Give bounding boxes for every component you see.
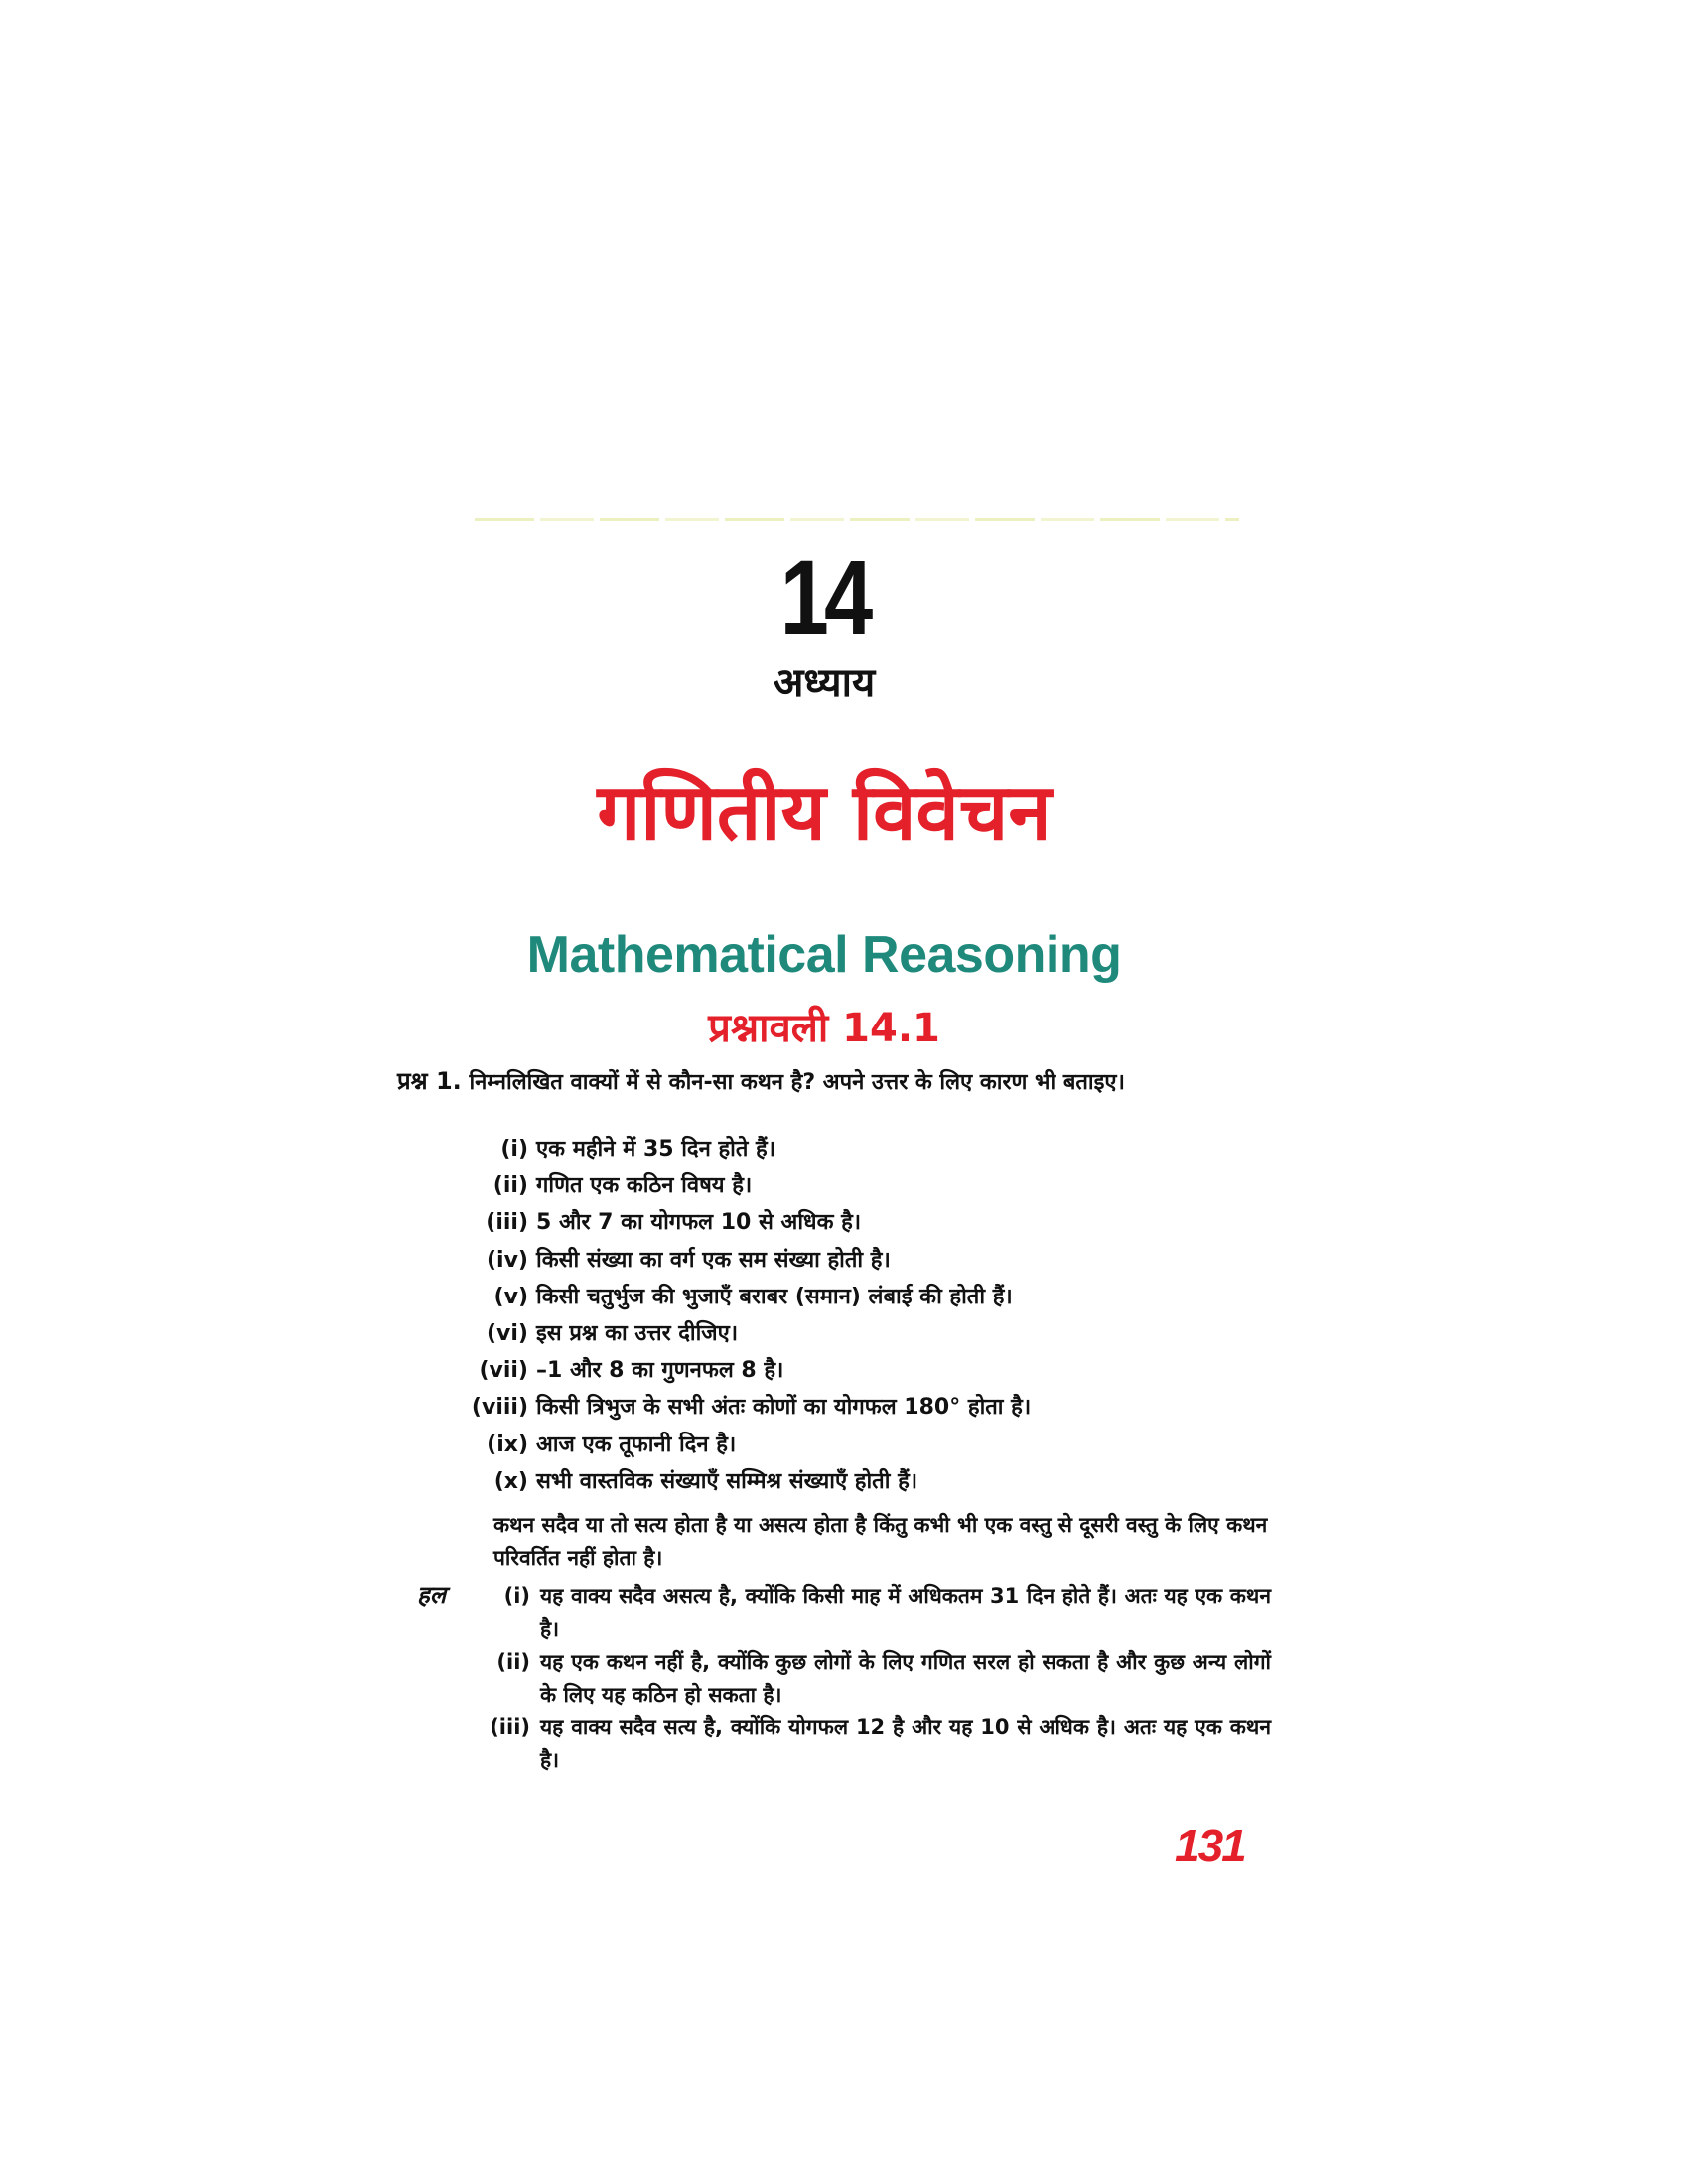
item-number: (viii) <box>471 1395 528 1421</box>
item-text: गणित एक कठिन विषय है। <box>536 1173 753 1199</box>
list-item <box>467 1279 1261 1315</box>
list-item <box>467 1389 1261 1426</box>
list-item <box>467 1204 1261 1241</box>
list-item <box>487 1580 1271 1646</box>
solution-label: हल <box>417 1581 447 1609</box>
solution-text: यह वाक्य सदैव असत्य है, क्योंकि किसी माह में अधिकतम 31 दिन होते हैं। अतः यह एक कथन है। <box>540 1584 1271 1641</box>
list-item <box>467 1242 1261 1279</box>
list-item <box>467 1427 1261 1463</box>
question-heading <box>397 1066 1291 1098</box>
solution-number: (iii) <box>490 1715 530 1739</box>
list-item <box>467 1463 1261 1500</box>
chapter-title-english: Mathematical Reasoning <box>526 926 1122 984</box>
exercise-title: प्रश्नावली 14.1 <box>708 1006 940 1051</box>
item-number: (vi) <box>487 1320 528 1346</box>
solution-number: (i) <box>503 1584 530 1608</box>
chapter-title-hindi: गणितीय विवेचन <box>597 768 1052 858</box>
item-text: किसी संख्या का वर्ग एक सम संख्या होती है। <box>536 1247 891 1273</box>
solution-text: यह वाक्य सदैव सत्य है, क्योंकि योगफल 12 है और यह 10 से अधिक है। अतः यह एक कथन है। <box>540 1715 1271 1772</box>
item-number: (x) <box>493 1468 528 1494</box>
chapter-label: अध्याय <box>773 660 876 706</box>
item-text: सभी वास्तविक संख्याएँ सम्मिश्र संख्याएँ होती हैं। <box>536 1468 918 1494</box>
chapter-number: 14 <box>779 537 869 657</box>
list-item <box>487 1646 1271 1711</box>
item-text: किसी त्रिभुज के सभी अंतः कोणों का योगफल 180° होता है। <box>536 1395 1032 1421</box>
solution-items <box>487 1580 1271 1777</box>
item-text: इस प्रश्न का उत्तर दीजिए। <box>536 1320 739 1346</box>
item-number: (i) <box>500 1137 528 1161</box>
question-text: निम्नलिखित वाक्यों में से कौन-सा कथन है? अपने उत्तर के लिए कारण भी बताइए। <box>469 1070 1125 1095</box>
list-item <box>487 1711 1271 1777</box>
decorative-rule <box>475 518 1239 521</box>
item-number: (iii) <box>486 1210 528 1236</box>
item-text: –1 और 8 का गुणनफल 8 है। <box>536 1358 784 1384</box>
list-item <box>467 1315 1261 1352</box>
list-item <box>467 1167 1261 1204</box>
solution-number: (ii) <box>496 1650 530 1674</box>
item-number: (vii) <box>479 1358 528 1384</box>
item-text: 5 और 7 का योगफल 10 से अधिक है। <box>536 1210 862 1236</box>
item-text: आज एक तूफानी दिन है। <box>536 1432 737 1457</box>
item-text: एक महीने में 35 दिन होते हैं। <box>536 1137 776 1161</box>
statement-note: कथन सदैव या तो सत्य होता है या असत्य होता है किंतु कभी भी एक वस्तु से दूसरी वस्तु के लिए कथन परिवर्तित नहीं होता है। <box>493 1513 1268 1570</box>
item-number: (ii) <box>492 1173 528 1199</box>
item-number: (ix) <box>487 1432 528 1457</box>
question-number: प्रश्न 1. <box>397 1067 462 1095</box>
item-number: (v) <box>493 1284 528 1309</box>
solution-text: यह एक कथन नहीं है, क्योंकि कुछ लोगों के लिए गणित सरल हो सकता है और कुछ अन्य लोगों के लिए यह कठिन हो सकता है। <box>540 1650 1271 1706</box>
list-item <box>467 1131 1261 1167</box>
list-item <box>467 1352 1261 1389</box>
item-number: (iv) <box>487 1247 528 1273</box>
question-items <box>467 1131 1261 1500</box>
page-number: 131 <box>1175 1820 1245 1871</box>
item-text: किसी चतुर्भुज की भुजाएँ बराबर (समान) लंबाई की होती हैं। <box>536 1284 1013 1309</box>
